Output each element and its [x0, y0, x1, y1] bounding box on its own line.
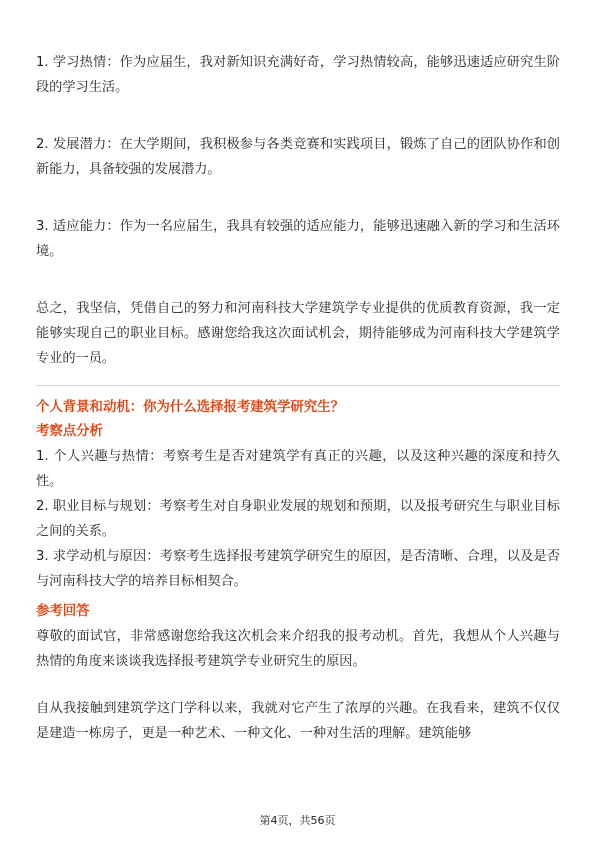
analysis-point-3: 3. 求学动机与原因：考察考生选择报考建筑学研究生的原因，是否清晰、合理，以及是否与河南科技大学的培养目标相契合。 — [36, 549, 560, 589]
page-number: 第4页，共56页 — [259, 814, 336, 827]
analysis-heading: 考察点分析 — [36, 424, 103, 439]
intro-point-3: 3. 适应能力：作为一名应届生，我具有较强的适应能力，能够迅速融入新的学习和生活环境。 — [36, 219, 560, 259]
page-content — [36, 50, 560, 746]
answer-heading: 参考回答 — [36, 604, 90, 619]
question-title: 个人背景和动机：你为什么选择报考建筑学研究生？ — [36, 400, 344, 415]
section-divider — [36, 385, 560, 386]
intro-point-2: 2. 发展潜力：在大学期间，我积极参与各类竞赛和实践项目，锻炼了自己的团队协作和创新能力，具备较强的发展潜力。 — [36, 137, 560, 177]
answer-paragraph-2: 自从我接触到建筑学这门学科以来，我就对它产生了浓厚的兴趣。在我看来，建筑不仅仅是建造一栋房子，更是一种艺术、一种文化、一种对生活的理解。建筑能够 — [36, 701, 560, 741]
analysis-point-1: 1. 个人兴趣与热情：考察考生是否对建筑学有真正的兴趣，以及这种兴趣的深度和持久性。 — [36, 449, 560, 489]
conclusion-paragraph: 总之，我坚信，凭借自己的努力和河南科技大学建筑学专业提供的优质教育资源，我一定能够实现自己的职业目标。感谢您给我这次面试机会，期待能够成为河南科技大学建筑学专业的一员。 — [36, 301, 560, 366]
intro-point-1: 1. 学习热情：作为应届生，我对新知识充满好奇，学习热情较高，能够迅速适应研究生阶段的学习生活。 — [36, 55, 560, 95]
answer-paragraph-1: 尊敬的面试官，非常感谢您给我这次机会来介绍我的报考动机。首先，我想从个人兴趣与热情的角度来谈谈我选择报考建筑学专业研究生的原因。 — [36, 629, 560, 669]
analysis-point-2: 2. 职业目标与规划：考察考生对自身职业发展的规划和预期，以及报考研究生与职业目标之间的关系。 — [36, 499, 560, 539]
